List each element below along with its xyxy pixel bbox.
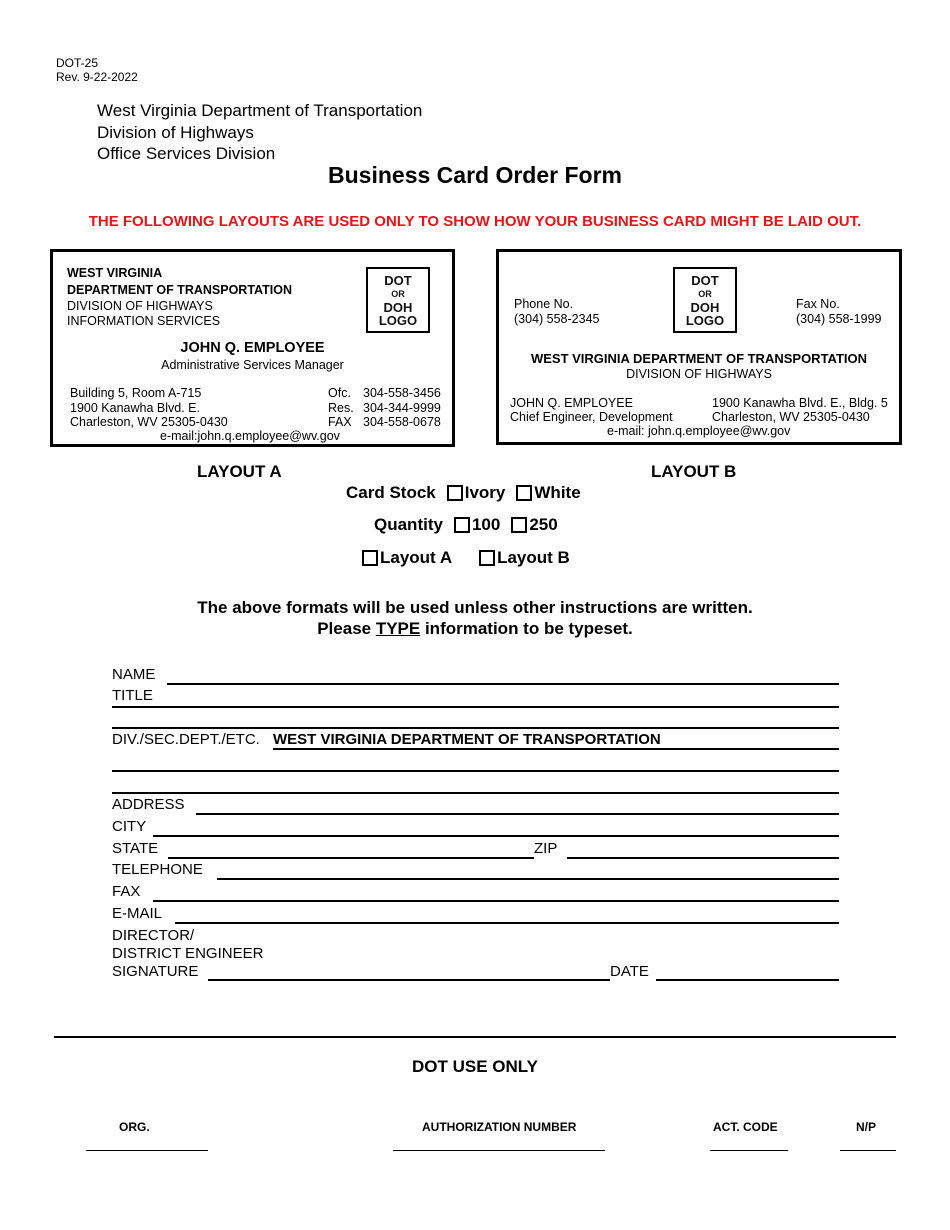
qty-250-label: 250 bbox=[529, 515, 558, 534]
instr-post: information to be typeset. bbox=[420, 619, 633, 638]
signature-label: SIGNATURE bbox=[112, 963, 199, 980]
email-input-line[interactable] bbox=[175, 922, 839, 924]
card-a-job-title: Administrative Services Manager bbox=[161, 358, 344, 372]
qty-250-checkbox[interactable] bbox=[511, 517, 527, 533]
card-b-name: JOHN Q. EMPLOYEE bbox=[510, 396, 633, 410]
layout-a-option-label: Layout A bbox=[380, 548, 453, 567]
logo-b-text-4: LOGO bbox=[685, 313, 725, 328]
signature-input-line[interactable] bbox=[208, 979, 610, 981]
logo-placeholder bbox=[366, 267, 430, 333]
card-a-ofc-label: Ofc. bbox=[328, 386, 351, 400]
layout-a-card bbox=[50, 249, 455, 447]
div-value: WEST VIRGINIA DEPARTMENT OF TRANSPORTATION bbox=[273, 731, 661, 748]
card-b-org: WEST VIRGINIA DEPARTMENT OF TRANSPORTATION bbox=[530, 351, 868, 366]
agency-division: Division of Highways bbox=[97, 122, 254, 142]
card-b-fax-label: Fax No. bbox=[796, 297, 840, 311]
card-a-addr3: Charleston, WV 25305-0430 bbox=[70, 415, 228, 429]
agency-office: Office Services Division bbox=[97, 144, 276, 163]
card-a-name: JOHN Q. EMPLOYEE bbox=[180, 340, 325, 356]
div-input-line[interactable] bbox=[273, 748, 839, 750]
layout-choice-row bbox=[362, 548, 570, 568]
agency-block bbox=[97, 100, 422, 165]
telephone-input-line[interactable] bbox=[217, 878, 839, 880]
act-code-input-line[interactable] bbox=[710, 1150, 788, 1151]
title-line-2[interactable] bbox=[112, 727, 839, 729]
city-label: CITY bbox=[112, 818, 147, 835]
card-b-fax: (304) 558-1999 bbox=[796, 312, 882, 326]
form-number: DOT-25 bbox=[56, 56, 99, 70]
telephone-label: TELEPHONE bbox=[112, 861, 203, 878]
fax-input-line[interactable] bbox=[153, 900, 839, 902]
card-a-fax: 304-558-0678 bbox=[363, 415, 441, 429]
card-a-addr2: 1900 Kanawha Blvd. E. bbox=[70, 401, 200, 415]
card-a-org2: DEPARTMENT OF TRANSPORTATION bbox=[67, 283, 292, 297]
layout-b-label: LAYOUT B bbox=[651, 462, 737, 481]
logo-text-2: OR bbox=[391, 288, 405, 299]
email-label: E-MAIL bbox=[112, 905, 163, 922]
layout-a-checkbox[interactable] bbox=[362, 550, 378, 566]
qty-100-checkbox[interactable] bbox=[454, 517, 470, 533]
logo-text-1: DOT bbox=[384, 273, 412, 288]
layout-a-label: LAYOUT A bbox=[197, 462, 282, 481]
logo-text-3: DOH bbox=[383, 299, 413, 315]
extra-line-1[interactable] bbox=[112, 770, 839, 772]
layout-b-card bbox=[496, 249, 902, 445]
page-title: Business Card Order Form bbox=[328, 162, 622, 188]
card-a-addr1: Building 5, Room A-715 bbox=[70, 386, 202, 400]
card-a-org1: WEST VIRGINIA bbox=[67, 266, 163, 280]
instr-type: TYPE bbox=[375, 619, 421, 638]
logo-b-text-1: DOT bbox=[691, 273, 719, 288]
act-code-header: ACT. CODE bbox=[713, 1120, 778, 1134]
fax-label: FAX bbox=[112, 883, 141, 900]
layout-b-option-label: Layout B bbox=[497, 548, 570, 567]
city-input-line[interactable] bbox=[153, 835, 839, 837]
card-a-ofc: 304-558-3456 bbox=[363, 386, 441, 400]
authorization-header: AUTHORIZATION NUMBER bbox=[422, 1120, 577, 1134]
logo-b-text-2: OR bbox=[698, 288, 712, 299]
title-label: TITLE bbox=[112, 687, 153, 704]
instructions-line2 bbox=[0, 619, 950, 639]
np-header: N/P bbox=[856, 1120, 877, 1134]
zip-input-line[interactable] bbox=[567, 857, 839, 859]
state-label: STATE bbox=[112, 840, 159, 857]
quantity-row bbox=[374, 515, 558, 535]
logo-text-4: LOGO bbox=[378, 313, 418, 328]
name-input-line[interactable] bbox=[167, 683, 839, 685]
name-label: NAME bbox=[112, 666, 156, 683]
org-input-line[interactable] bbox=[86, 1150, 208, 1151]
card-stock-label: Card Stock bbox=[346, 483, 436, 502]
card-b-job-title: Chief Engineer, Development bbox=[510, 410, 673, 424]
white-checkbox[interactable] bbox=[516, 485, 532, 501]
authorization-input-line[interactable] bbox=[393, 1150, 605, 1151]
white-label: White bbox=[534, 483, 581, 502]
director-label: DIRECTOR/ bbox=[112, 927, 195, 944]
card-b-phone-label: Phone No. bbox=[514, 297, 574, 311]
card-a-div2: INFORMATION SERVICES bbox=[67, 314, 221, 328]
card-a-email: e-mail:john.q.employee@wv.gov bbox=[160, 429, 340, 443]
dot-use-heading: DOT USE ONLY bbox=[412, 1057, 538, 1076]
layout-b-checkbox[interactable] bbox=[479, 550, 495, 566]
card-stock-row bbox=[346, 483, 581, 503]
extra-line-2[interactable] bbox=[112, 792, 839, 794]
card-b-phone: (304) 558-2345 bbox=[514, 312, 600, 326]
div-label: DIV./SEC.DEPT./ETC. bbox=[112, 731, 260, 748]
ivory-checkbox[interactable] bbox=[447, 485, 463, 501]
state-input-line[interactable] bbox=[168, 857, 534, 859]
address-input-line[interactable] bbox=[196, 813, 839, 815]
card-b-addr1: 1900 Kanawha Blvd. E., Bldg. 5 bbox=[712, 396, 888, 410]
title-input-line[interactable] bbox=[112, 706, 839, 708]
card-b-division: DIVISION OF HIGHWAYS bbox=[626, 367, 772, 381]
card-a-res: 304-344-9999 bbox=[363, 401, 441, 415]
qty-100-label: 100 bbox=[471, 515, 501, 534]
ivory-label: Ivory bbox=[464, 483, 506, 502]
agency-name: West Virginia Department of Transportation bbox=[97, 101, 423, 120]
card-b-addr2: Charleston, WV 25305-0430 bbox=[712, 410, 870, 424]
address-label: ADDRESS bbox=[112, 796, 185, 813]
date-label: DATE bbox=[610, 963, 649, 980]
date-input-line[interactable] bbox=[656, 979, 839, 981]
card-b-email: e-mail: john.q.employee@wv.gov bbox=[607, 424, 791, 438]
logo-placeholder-b bbox=[673, 267, 737, 333]
form-revision: Rev. 9-22-2022 bbox=[56, 70, 138, 84]
card-a-div1: DIVISION OF HIGHWAYS bbox=[67, 299, 213, 313]
district-engineer-label: DISTRICT ENGINEER bbox=[112, 945, 264, 962]
form-number-block bbox=[56, 56, 138, 84]
np-input-line[interactable] bbox=[840, 1150, 896, 1151]
card-a-res-label: Res. bbox=[328, 401, 354, 415]
logo-b-text-3: DOH bbox=[690, 299, 720, 315]
quantity-label: Quantity bbox=[374, 515, 443, 534]
card-a-fax-label: FAX bbox=[328, 415, 352, 429]
org-header: ORG. bbox=[119, 1120, 150, 1134]
section-divider bbox=[54, 1036, 896, 1038]
layout-notice: THE FOLLOWING LAYOUTS ARE USED ONLY TO SHOW HOW YOUR BUSINESS CARD MIGHT BE LAID OUT. bbox=[88, 213, 862, 230]
zip-label: ZIP bbox=[534, 840, 558, 857]
instr-pre: Please bbox=[317, 619, 376, 638]
instructions-line1: The above formats will be used unless other instructions are written. bbox=[197, 598, 753, 617]
